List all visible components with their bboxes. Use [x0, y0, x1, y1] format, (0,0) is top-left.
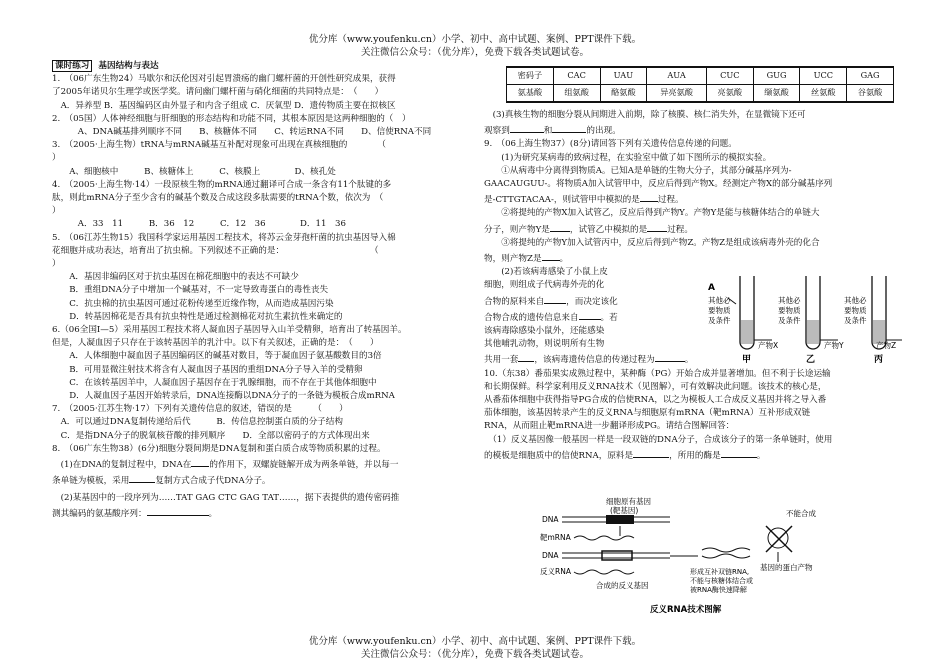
input-text-1: 其他必: [708, 296, 731, 305]
input-text-2b: 要物质: [778, 306, 801, 315]
title-box: 课时练习: [52, 60, 92, 72]
q9-step1-ans: [484, 191, 898, 207]
q9-p2: ，该病毒遗传信息的传递过程为: [534, 355, 655, 366]
target-mrna-label: 靶mRNA: [540, 533, 571, 542]
q10-g3: 。: [756, 450, 766, 461]
q10-a: 10.（东38）番茄果实成熟过程中，某种酶（PG）开始合成并显著增加。但不利于长途运输: [484, 368, 831, 379]
q8-p3-b: 观察到: [484, 126, 510, 137]
input-text-1b: 其他必: [778, 296, 801, 305]
question-line: A．基因非编码区对于抗虫基因在棉花细胞中的表达不可缺少: [52, 272, 299, 283]
codon-table: [506, 66, 894, 103]
dna-label-mid: DNA: [542, 551, 559, 560]
q8-p1-text-b: 的作用下，双螺旋链解开成为两条单链，并以每一: [209, 460, 399, 471]
question-line: ）: [52, 206, 61, 217]
q9-step3-ans: [484, 250, 898, 266]
question-line: ）: [52, 153, 61, 164]
q8-p1-text-d: 复制方式合成子代DNA分子。: [155, 476, 271, 487]
q9-step3: ③将提纯的产物Y加入试管丙中，反应后得到产物Z。产物Z是组成该病毒外壳的化合: [484, 237, 820, 248]
q9-intro: (1)为研究某病毒的致病过程，在实验室中做了如下图所示的模拟实验。: [484, 152, 772, 163]
antisense-gene-label: 合成的反义基因: [596, 581, 649, 590]
question-line: 肽，则此mRNA分子至少含有的碱基个数及合成这段多肽需要的tRNA个数，依次为 （: [52, 193, 384, 204]
codon-cell: UCC: [800, 67, 847, 85]
note-line-3: 被RNA酶快速降解: [690, 586, 747, 594]
question-line: A、DNA碱基排列顺序不同 B、核糖体不同 C、转运RNA不同 D、信使RNA不同: [52, 127, 432, 138]
q9-i2: 。: [559, 254, 569, 265]
amino-acid-cell: 亮氨酸: [706, 85, 753, 103]
q9-m1: 合物合成的遗传信息来自: [484, 312, 579, 323]
question-line: 6.（06全国Ⅰ—5）采用基因工程技术将人凝血因子基因导入山羊受精卵，培育出了转基因羊。: [52, 325, 407, 336]
footer: [0, 635, 950, 661]
duplex-top: [702, 548, 750, 552]
question-line: 1. （06广东生物24）马歇尔和沃伦因对引起胃溃疡的幽门螺杆菌的开创性研究成果，获得: [52, 74, 396, 85]
input-text-3b: 及条件: [778, 316, 801, 325]
q9-p3: 。: [684, 355, 694, 366]
question-line: A．异养型 B．基因编码区由外显子和内含子组成 C．厌氧型 D．遗传物质主要在拟核区: [52, 100, 396, 111]
dna-label-top: DNA: [542, 515, 559, 524]
question-line: A．人体细胞中凝血因子基因编码区的碱基对数目，等于凝血因子氨基酸数目的3倍: [52, 351, 382, 362]
target-gene-label: (靶基因): [610, 506, 639, 515]
tube-liquid: [741, 320, 753, 344]
question-line: A、细胞核中 B、核糖体上 C、核膜上 D、核孔处: [52, 166, 336, 177]
q8-p3-d: 的出现。: [586, 126, 621, 137]
q10-g2: ，所用的酶是: [669, 450, 721, 461]
question-line: D．人凝血因子基因开始转录后，DNA连接酶以DNA分子的一条链为模板合成mRNA: [52, 391, 395, 402]
q10-f: （1）反义基因像一般基因一样是一段双链的DNA分子，合成该分子的第一条单链时，使用: [484, 434, 833, 445]
tube-yi: [778, 276, 844, 365]
q8-p2: (2)某基因中的一段序列为……TAT GAG CTC GAG TAT……，据下表提供的遗传密码推: [52, 492, 400, 503]
amino-acid-row: [507, 85, 894, 103]
question-line: 2. （05国）人体神经细胞与肝细胞的形态结构和功能不同，其根本原因是这两种细胞的（ ）: [52, 113, 411, 124]
q9-g: 分子，则产物Y是: [484, 224, 550, 235]
codon-cell: CAC: [553, 67, 600, 85]
q8-p1-cont: [52, 472, 462, 488]
test-tube-diagram: [706, 268, 904, 368]
q10-g1: 的模板是细胞质中的信使RNA，原料是: [484, 450, 634, 461]
amino-acid-cell: 谷氨酸: [847, 85, 894, 103]
q8-p1: [52, 456, 462, 472]
q9-e2: 过程。: [657, 195, 684, 206]
question-line: 3. （2005·上海生物）tRNA与mRNA碱基互补配对现象可出现在真核细胞的 （: [52, 140, 387, 151]
question-line: B．重组DNA分子中增加一个碱基对，不一定导致毒蛋白的毒性丧失: [52, 285, 329, 296]
header-line-2: 关注微信公众号：（优分库），免费下载各类试题试卷。: [360, 47, 589, 58]
q8-p3-cont: [484, 122, 898, 138]
q9-part2: [484, 266, 709, 351]
codon-row: [507, 67, 894, 85]
note-line-1: 形成互补双链RNA,: [690, 568, 750, 576]
antisense-rna-diagram: [540, 496, 840, 616]
tube-label-yi: 乙: [806, 355, 816, 365]
q9-g3: 过程。: [667, 224, 693, 235]
product-y-label: 产物Y: [824, 341, 844, 350]
question-line: 了2005年诺贝尔生理学或医学奖。请问幽门螺杆菌与硝化细菌的共同特点是： （ ）: [52, 87, 384, 98]
note-line-2: 不能与核糖体结合或: [690, 577, 753, 585]
q9-l: [484, 293, 709, 309]
q9-m: [484, 309, 709, 325]
q8-p3: (3)真核生物的细胞分裂从间期进入前期，除了核膜、核仁消失外，在显微镜下还可: [484, 110, 806, 120]
q9-g2: ，试管乙中模拟的是: [569, 224, 648, 235]
mrna-wave: [574, 536, 634, 540]
input-text-1c: 其他必: [844, 296, 867, 305]
q10-d: 茄体细胞，该基因转录产生的反义RNA与细胞原有mRNA（靶mRNA）互补形成双链: [484, 408, 811, 419]
input-a-label: A: [708, 283, 715, 293]
codon-cell: GAG: [847, 67, 894, 85]
q9-k: 细胞，则组成子代病毒外壳的化: [484, 280, 605, 291]
worksheet-title: [52, 60, 462, 73]
q9-e: 是-CTTGTACAA-，则试管甲中模拟的是: [484, 195, 640, 206]
question-line: A．33 11 B．36 12 C．12 36 D．11 36: [52, 219, 346, 230]
q8-p2-text-b: 测其编码的氨基酸序列：: [52, 508, 147, 519]
question-line: B．可用显微注射技术将含有人凝血因子基因的重组DNA分子导入羊的受精卵: [52, 364, 363, 375]
protein-label: 基因的蛋白产物: [760, 563, 813, 572]
right-column: [484, 66, 898, 463]
q9-i: 物，则产物Z是: [484, 254, 542, 265]
title-text: 基因结构与表达: [98, 61, 159, 71]
question-line: 5. （06江苏生物15）我国科学家运用基因工程技术，将苏云金芽孢杆菌的抗虫基因导入棉: [52, 232, 396, 243]
tube-liquid: [807, 320, 819, 344]
question-line: C．抗虫棉的抗虫基因可通过花粉传递至近缘作物，从而造成基因污染: [52, 298, 334, 309]
codon-cell: AUA: [647, 67, 707, 85]
antisense-gene-block: [602, 551, 632, 560]
question-line: 7. （2005·江苏生物·17）下列有关遗传信息的叙述，错误的是 （ ）: [52, 404, 348, 415]
question-line: C．在该转基因羊中，人凝血因子基因存在于乳腺细胞，而不存在于其他体细胞中: [52, 377, 377, 388]
q9-j: (2)若该病毒感染了小鼠上皮: [484, 267, 608, 278]
q9-m2: 。若: [600, 312, 618, 323]
product-z-label: 产物Z: [876, 341, 897, 350]
normal-gene-label: 细胞原有基因: [606, 497, 651, 506]
q10-c: 从番茄体细胞中获得指导PG合成的信使RNA，以之为模板人工合成反义基因并将之导入番: [484, 395, 827, 406]
amino-acid-cell: 丝氨酸: [800, 85, 847, 103]
codon-cell: UAU: [600, 67, 647, 85]
codon-cell: 密码子: [507, 67, 554, 85]
q8-p2-cont: 测其编码的氨基酸序列： 。: [52, 505, 462, 521]
q8-p3-c: 和: [543, 126, 553, 137]
q10-e: RNA，从而阻止靶mRNA进一步翻译形成PG。请结合图解回答：: [484, 421, 735, 432]
footer-line-2: 关注微信公众号：（优分库），免费下载各类试题试卷。: [360, 649, 589, 660]
q9-step1-seq: GAACAUGUU-。将物质A加入试管甲中，反应后得到产物X。经测定产物X的部分碱基序列: [484, 179, 833, 190]
tube-bing: [844, 276, 902, 365]
codon-cell: CUC: [706, 67, 753, 85]
diagram-caption: 反义RNA技术图解: [650, 605, 722, 615]
q10-b: 和长期保鲜。科学家利用反义RNA技术（见图解），可有效解决此问题。该技术的核心是，: [484, 381, 827, 392]
q9-p1: 共用一套: [484, 355, 519, 366]
antisense-wave: [574, 570, 634, 574]
q9-o: 其他哺乳动物，则说明所有生物: [484, 339, 605, 350]
q9-title: 9. （06上海生物37）(8分)请回答下列有关遗传信息传递的问题。: [484, 139, 737, 150]
amino-acid-cell: 酪氨酸: [600, 85, 647, 103]
left-column: [52, 60, 462, 521]
amino-acid-cell: 异亮氨酸: [647, 85, 707, 103]
input-text-3: 及条件: [708, 316, 731, 325]
amino-acid-cell: 组氨酸: [553, 85, 600, 103]
target-gene-block: [606, 515, 634, 524]
footer-line-1: 优分库（www.youfenku.cn）小学、初中、高中试题、案例、PPT课件下载。: [308, 636, 642, 647]
q8-p1-text-a: (1)在DNA的复制过程中，DNA在: [52, 460, 192, 471]
codon-cell: GUG: [753, 67, 800, 85]
question-line: C．是指DNA分子的脱氧核苷酸的排列顺序 D．全部以密码子的方式体现出来: [52, 430, 370, 441]
question-line: ）: [52, 259, 61, 270]
tube-jia: [708, 276, 778, 365]
q9-step1: ①从病毒中分离得到物质A。已知A是单链的生物大分子，其部分碱基序列为-: [484, 165, 792, 176]
amino-acid-cell: 氨基酸: [507, 85, 554, 103]
question-line: 但是，人凝血因子只存在于该转基因羊的乳汁中。以下有关叙述，正确的是： （ ）: [52, 338, 379, 349]
tube-label-bing: 丙: [874, 355, 884, 365]
question-line: 8. （06广东生物38）(6分)细胞分裂间期是DNA复制和蛋白质合成等物质积累的过程。: [52, 443, 386, 454]
antisense-rna-label: 反义RNA: [540, 567, 571, 576]
q10-g: [484, 447, 898, 463]
left-question-list: [52, 73, 462, 456]
q9-n: 该病毒除感染小鼠外，还能感染: [484, 326, 605, 337]
input-text-2: 要物质: [708, 306, 731, 315]
duplex-bottom: [702, 554, 750, 558]
input-text-3c: 及条件: [844, 316, 867, 325]
question-line: 花细胞并成功表达，培育出了抗虫棉。下列叙述不正确的是： （: [52, 245, 379, 256]
question-line: A．可以通过DNA复制传递给后代 B．传信息控制蛋白质的分子结构: [52, 417, 343, 428]
q9-step2-ans: [484, 221, 898, 237]
input-text-2c: 要物质: [844, 306, 867, 315]
no-synthesis-label: 不能合成: [786, 509, 816, 518]
question-line: 4. （2005·上海生物·14）一段原核生物的mRNA通过翻译可合成一条含有11个肽键的多: [52, 179, 392, 190]
header-line-1: 优分库（www.youfenku.cn）小学、初中、高中试题、案例、PPT课件下载。: [308, 34, 642, 45]
q9-step2: ②将提纯的产物X加入试管乙，反应后得到产物Y。产物Y是能与核糖体结合的单链大: [484, 208, 820, 219]
q9-l2: ，而决定该化: [566, 296, 618, 307]
q8-p1-text-c: 条单链为模板，采用: [52, 476, 130, 487]
tube-label-jia: 甲: [742, 355, 752, 365]
q9-l1: 合物的原料来自: [484, 296, 545, 307]
amino-acid-cell: 缬氨酸: [753, 85, 800, 103]
question-line: D．转基因棉花是否具有抗虫特性是通过检测棉花对抗生素抗性来确定的: [52, 311, 343, 322]
header: [0, 33, 950, 59]
product-x-label: 产物X: [758, 341, 779, 350]
